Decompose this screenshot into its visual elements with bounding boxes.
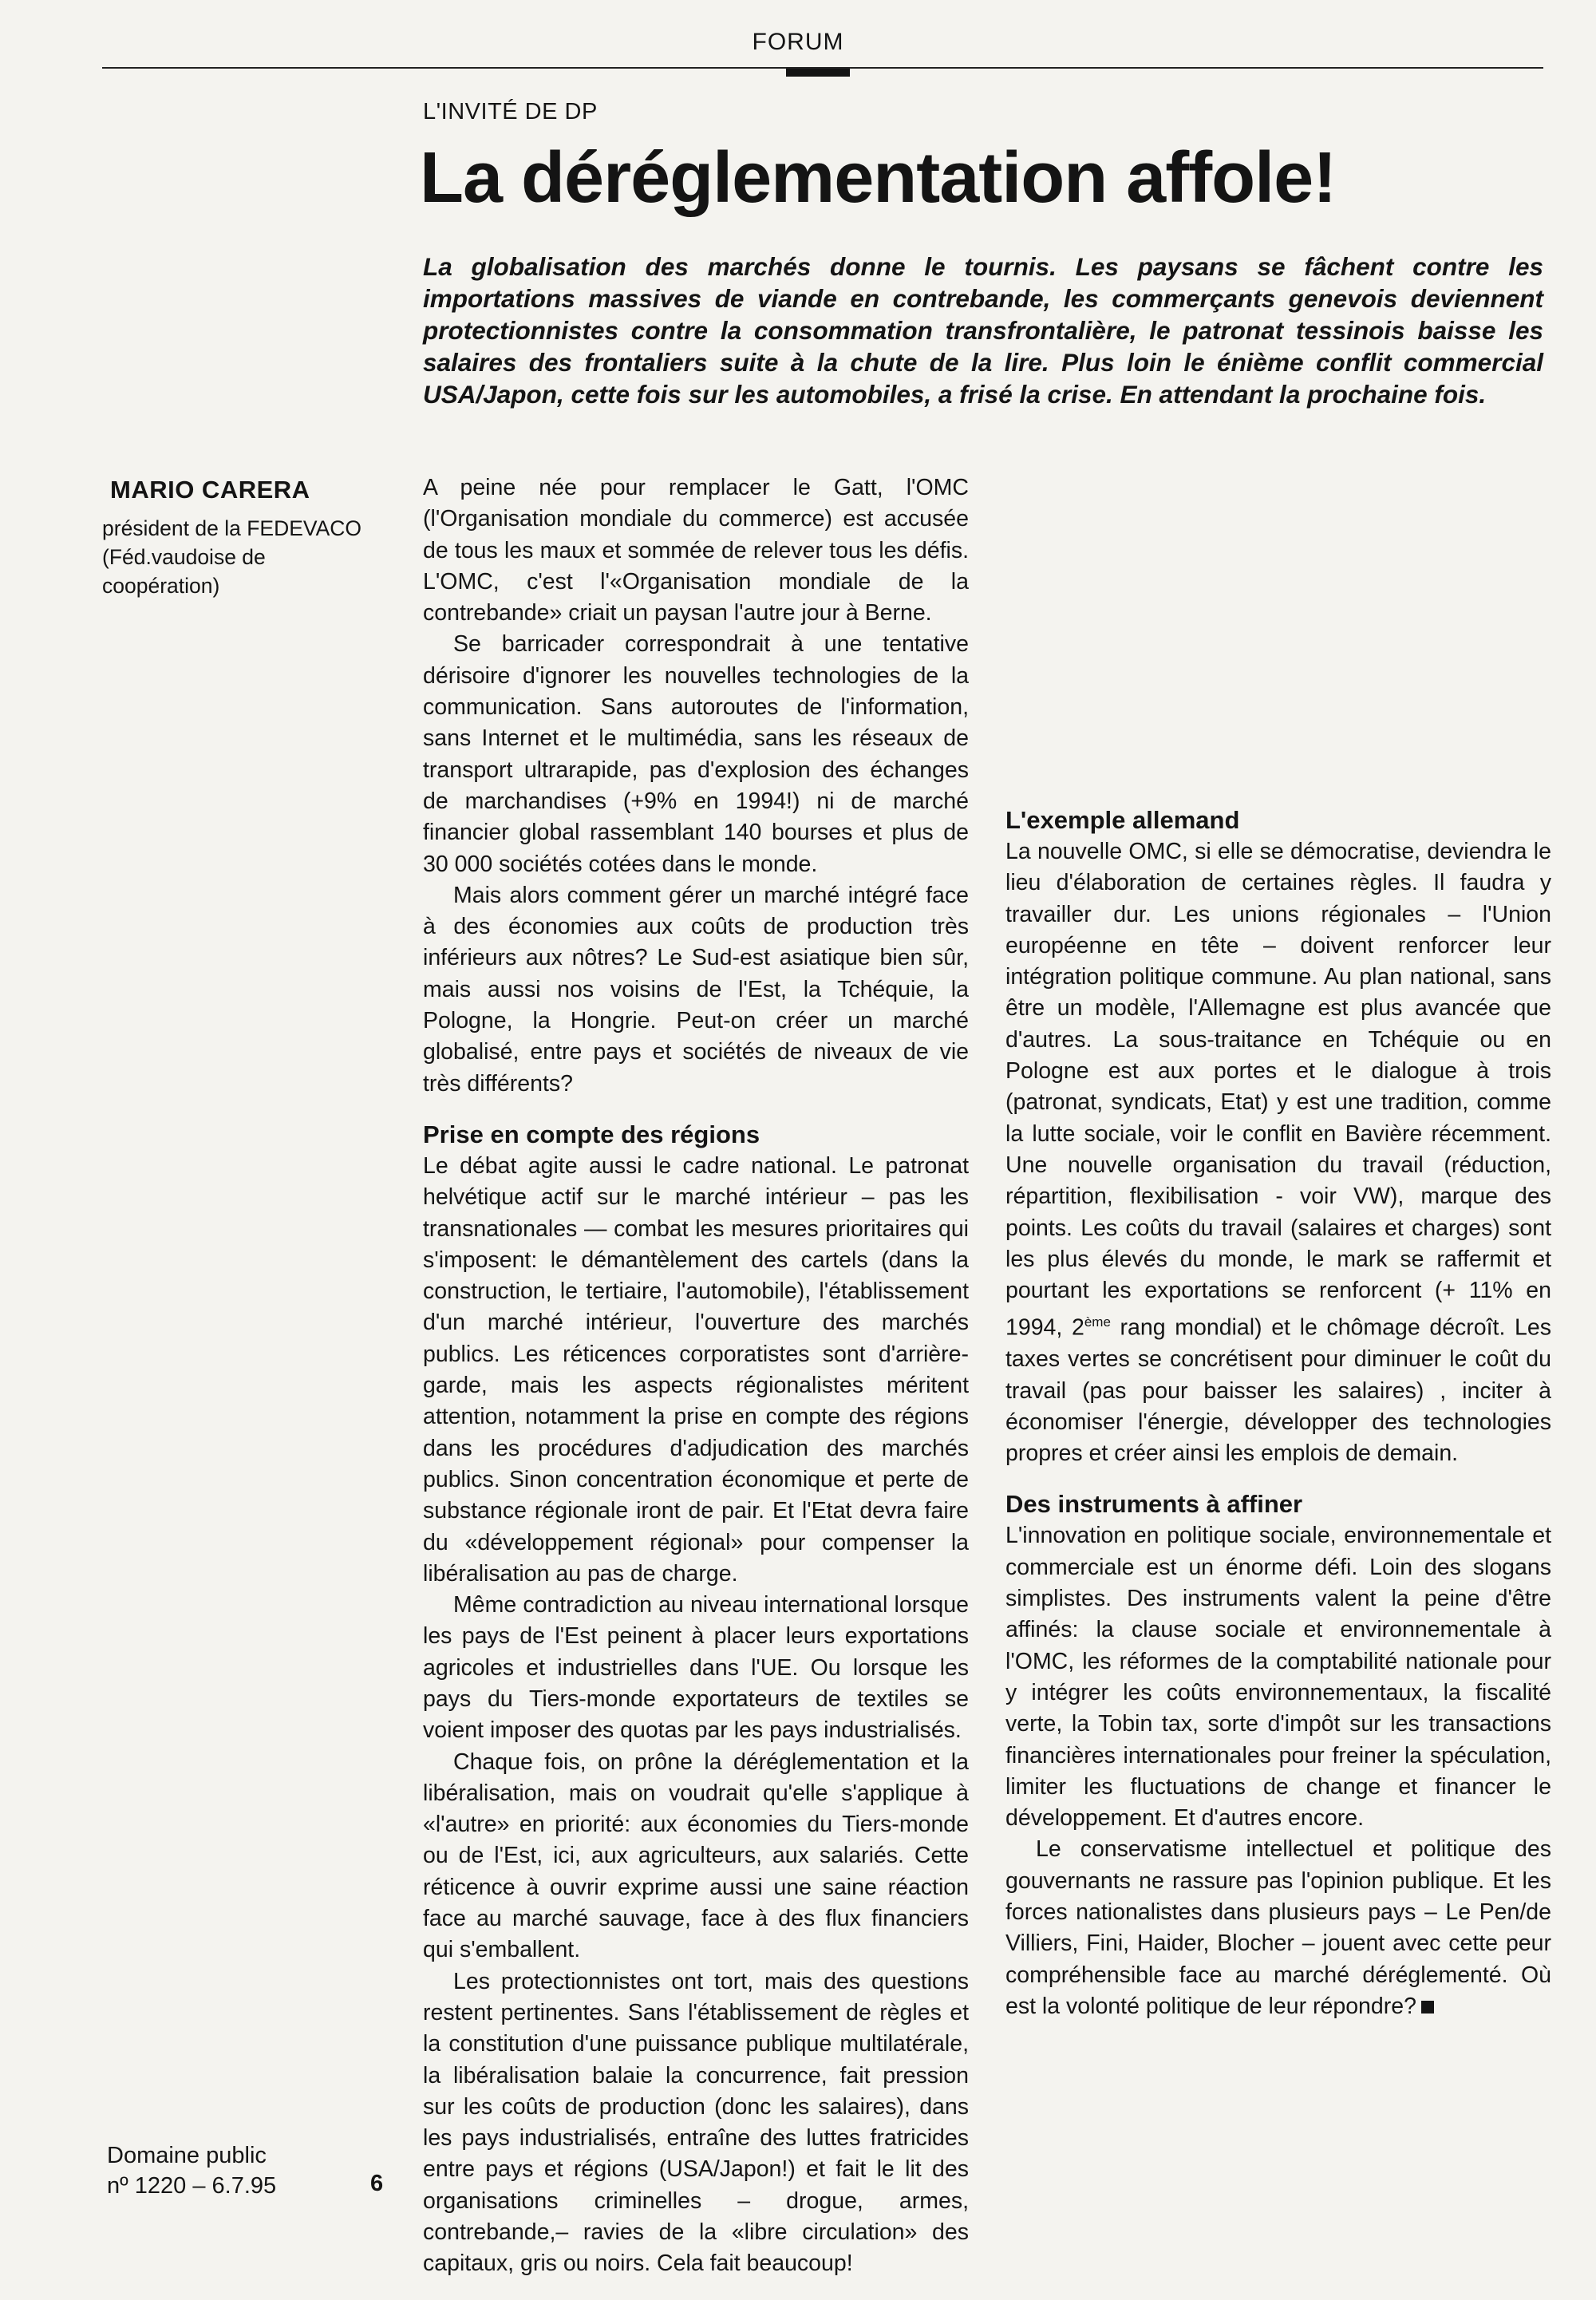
article-column-1 <box>423 472 969 2280</box>
paragraph <box>1005 1834 1551 2022</box>
issue-info: nº 1220 – 6.7.95 <box>107 2173 277 2199</box>
footer-publication <box>107 2140 276 2201</box>
paragraph: Même contradiction au niveau international lorsque les pays de l'Est peinent à placer leurs exportations agricoles et industrielles dans l'UE. Ou lorsque les pays du Tiers-monde exportateurs de textiles se voient imposer des quotas par les pays industrialisés. <box>423 1592 969 1744</box>
paragraph-text: rang mondial) et le chômage décroît. Les taxes vertes se concrétisent pour diminuer le coût du travail (pas pour baisser les salaires) , inciter à économiser l'énergie, développer des technologies propres et créer ainsi les emplois de demain. <box>1005 1314 1551 1467</box>
author-name: MARIO CARERA <box>110 476 310 504</box>
paragraph: Mais alors comment gérer un marché intégré face à des économies aux coûts de production très inférieurs aux nôtres? Le Sud-est asiatique bien sûr, mais aussi nos voisins de l'Est, la Tchéquie, la Pologne, la Hongrie. Peut-on créer un marché globalisé, entre pays et sociétés de niveaux de vie très différents? <box>423 882 969 1097</box>
paragraph-text: La nouvelle OMC, si elle se démocratise, deviendra le lieu d'élaboration de certaines règles. Il faudra y travailler dur. Les unions régionales – l'Union européenne en tête – doivent renforcer leur intégration politique commune. Au plan national, sans être un modèle, l'Allemagne est plus avancée que d'autres. La sous-traitance en Tchéquie ou en Pologne est aux portes et le dialogue à trois (patronat, syndicats, Etat) y est une tradition, comme la lutte sociale, voir le conflit en Bavière récemment. Une nouvelle organisation du travail (réduction, répartition, flexibilisation - voir VW), marque des points. Les coûts du travail (salaires et charges) sont les plus élevés du monde, le mark se raffermit et pourtant les exportations se renforcent (+ 11% en 1994, 2 <box>1005 839 1551 1341</box>
kicker: L'INVITÉ DE DP <box>423 99 598 124</box>
paragraph: Les protectionnistes ont tort, mais des questions restent pertinentes. Sans l'établissement de règles et la constitution d'une puissance publique multilatérale, la libéralisation balaie la concurrence, fait pression sur les coûts de production (donc les salaires), dans les pays industrialisés, entraîne des luttes fratricides entre pays et régions (USA/Japon!) et fait le lit des organisations criminelles – drogue, armes, contrebande,– ravies de la «libre circulation» des capitaux, gris ou noirs. Cela fait beaucoup! <box>423 1968 969 2277</box>
paragraph: Le débat agite aussi le cadre national. Le patronat helvétique actif sur le marché intérieur – pas les transnationales — combat les mesures prioritaires qui s'imposent: le démantèlement des cartels (dans la construction, le tertiaire, l'automobile), l'établissement d'un marché intérieur, l'ouverture des marchés publics. Les réticences corporatistes sont d'arrière-garde, mais les aspects régionalistes méritent attention, notamment la prise en compte des régions dans les procédures d'adjudication des marchés publics. Sinon concentration économique et perte de substance régionale iront de pair. Et l'Etat devra faire du «développement régional» pour compenser la libéralisation au pas de charge. <box>423 1152 969 1587</box>
subheading-instruments: Des instruments à affiner <box>1005 1490 1303 1519</box>
section-label: FORUM <box>752 29 844 55</box>
paragraph: Chaque fois, on prône la déréglementation et la libéralisation, mais on voudrait qu'elle s'applique à «l'autre» en priorité: aux économies du Tiers-monde ou de l'Est, ici, aux agriculteurs, aux salariés. Cette réticence à ouvrir exprime aussi une saine réaction face au marché sauvage, face à des flux financiers qui s'emballent. <box>423 1749 969 1963</box>
page-number: 6 <box>370 2171 384 2196</box>
paragraph-text: Le conservatisme intellectuel et politique des gouvernants ne rassure pas l'opinion publique. Et les forces nationalistes dans plusieurs pays – Le Pen/de Villiers, Fini, Haider, Blocher – jouent avec cette peur compréhensible face au marché déréglementé. Où est la volonté politique de leur répondre? <box>1005 1836 1551 2019</box>
superscript: ème <box>1084 1314 1111 1330</box>
paragraph: L'innovation en politique sociale, environnementale et commerciale est un énorme défi. Loin des slogans simplistes. Des instruments valent la peine d'être affinés: la clause sociale et environnementale à l'OMC, les réformes de la comptabilité nationale pour y intégrer les coûts environnementaux, la fiscalité verte, la Tobin tax, sorte d'impôt sur les transactions financières internationales pour freiner la spéculation, limiter les fluctuations de change et financer le développement. Et d'autres encore. <box>1005 1523 1551 1832</box>
subheading-regions: Prise en compte des régions <box>423 1120 760 1148</box>
author-role: président de la FEDEVACO (Féd.vaudoise de coopération) <box>102 516 362 598</box>
paragraph <box>1005 836 1551 1469</box>
article-lead: La globalisation des marchés donne le tournis. Les paysans se fâchent contre les importations massives de viande en contrebande, les commerçants genevois deviennent protectionnistes contre la consommation transfrontalière, le patronat tessinois baisse les salaires des frontaliers suite à la chute de la lire. Plus loin le énième conflit commercial USA/Japon, cette fois sur les automobiles, a frisé la crise. En attendant la prochaine fois. <box>423 252 1543 409</box>
header-rule-marker <box>786 69 850 77</box>
end-of-article-mark <box>1421 2001 1434 2013</box>
publication-name: Domaine public <box>107 2143 267 2168</box>
subheading-german-example: L'exemple allemand <box>1005 806 1240 834</box>
paragraph: A peine née pour remplacer le Gatt, l'OMC (l'Organisation mondiale du commerce) est accusée de tous les maux et sommée de relever tous les défis. L'OMC, c'est l'«Organisation mondiale de la contrebande» criait un paysan l'autre jour à Berne. <box>423 475 969 626</box>
article-column-2 <box>1005 472 1551 2022</box>
article-title: La déréglementation affole! <box>420 138 1337 218</box>
paragraph: Se barricader correspondrait à une tentative dérisoire d'ignorer les nouvelles technologies de la communication. Sans autoroutes de l'information, sans Internet et le multimédia, sans les réseaux de transport ultrarapide, pas d'explosion des échanges de marchandises (+9% en 1994!) ni de marché financier global rassemblant 140 bourses et plus de 30 000 sociétés cotées dans le monde. <box>423 631 969 877</box>
